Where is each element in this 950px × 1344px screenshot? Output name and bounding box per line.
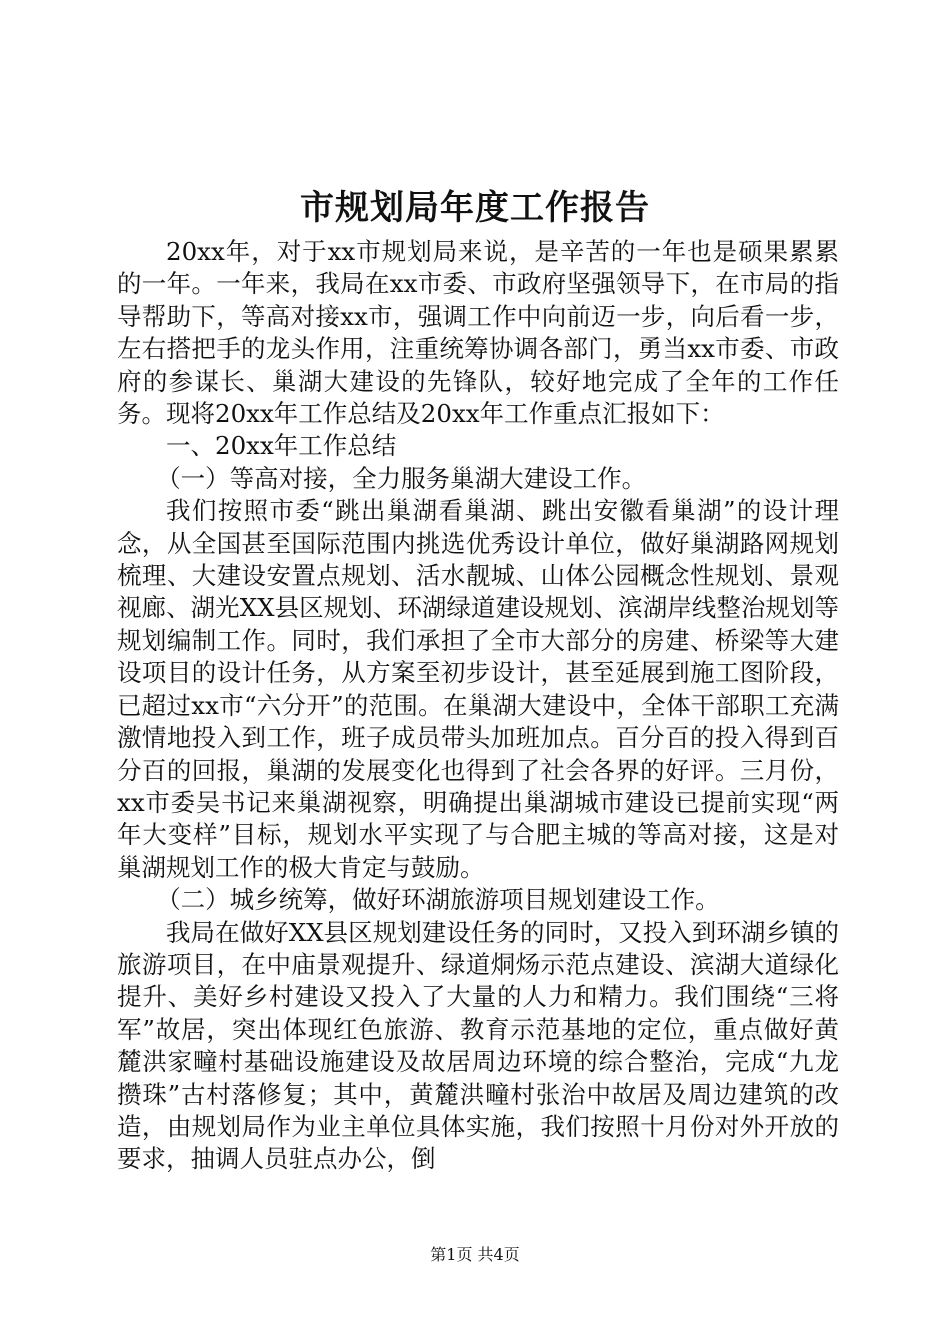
document-title: 市规划局年度工作报告 [300,188,650,228]
paragraph-intro: 20xx年，对于xx市规划局来说，是辛苦的一年也是硕果累累的一年。一年来，我局在xx市委、市政府坚强领导下，在市局的指导帮助下，等高对接xx市，强调工作中向前迈一步，向后看一步，左右搭把手的龙头作用，注重统筹协调各部门，勇当xx市委、市政府的参谋长、巢湖大建设的先锋队，较好地完成了全年的工作任务。现将20xx年工作总结及20xx年工作重点汇报如下： [117,237,839,429]
document-body [117,236,839,1176]
paragraph-subsection-1: 我们按照市委“跳出巢湖看巢湖、跳出安徽看巢湖”的设计理念，从全国甚至国际范围内挑选优秀设计单位，做好巢湖路网规划梳理、大建设安置点规划、活水靓城、山体公园概念性规划、景观视廊、湖光XX县区规划、环湖绿道建设规划、滨湖岸线整治规划等规划编制工作。同时，我们承担了全市大部分的房建、桥梁等大建设项目的设计任务，从方案至初步设计，甚至延展到施工图阶段，已超过xx市“六分开”的范围。在巢湖大建设中，全体干部职工充满激情地投入到工作，班子成员带头加班加点。百分百的投入得到百分百的回报，巢湖的发展变化也得到了社会各界的好评。三月份，xx市委吴书记来巢湖视察，明确提出巢湖城市建设已提前实现“两年大变样”目标，规划水平实现了与合肥主城的等高对接，这是对巢湖规划工作的极大肯定与鼓励。 [117,496,839,882]
paragraph-subsection-2: 我局在做好XX县区规划建设任务的同时，又投入到环湖乡镇的旅游项目，在中庙景观提升、绿道烔炀示范点建设、滨湖大道绿化提升、美好乡村建设又投入了大量的人力和精力。我们围绕“三将军”故居，突出体现红色旅游、教育示范基地的定位，重点做好黄麓洪家疃村基础设施建设及故居周边环境的综合整治，完成“九龙攒珠”古村落修复；其中，黄麓洪疃村张治中故居及周边建筑的改造，由规划局作为业主单位具体实施，我们按照十月份对外开放的要求，抽调人员驻点办公，倒 [117,917,839,1174]
subsection-heading-1: （一）等高对接，全力服务巢湖大建设工作。 [156,463,647,493]
subsection-heading-2: （二）城乡统筹，做好环湖旅游项目规划建设工作。 [156,885,720,915]
page-footer: 第1页 共4页 [430,1245,520,1264]
section-heading-summary: 一、20xx年工作总结 [166,431,397,461]
